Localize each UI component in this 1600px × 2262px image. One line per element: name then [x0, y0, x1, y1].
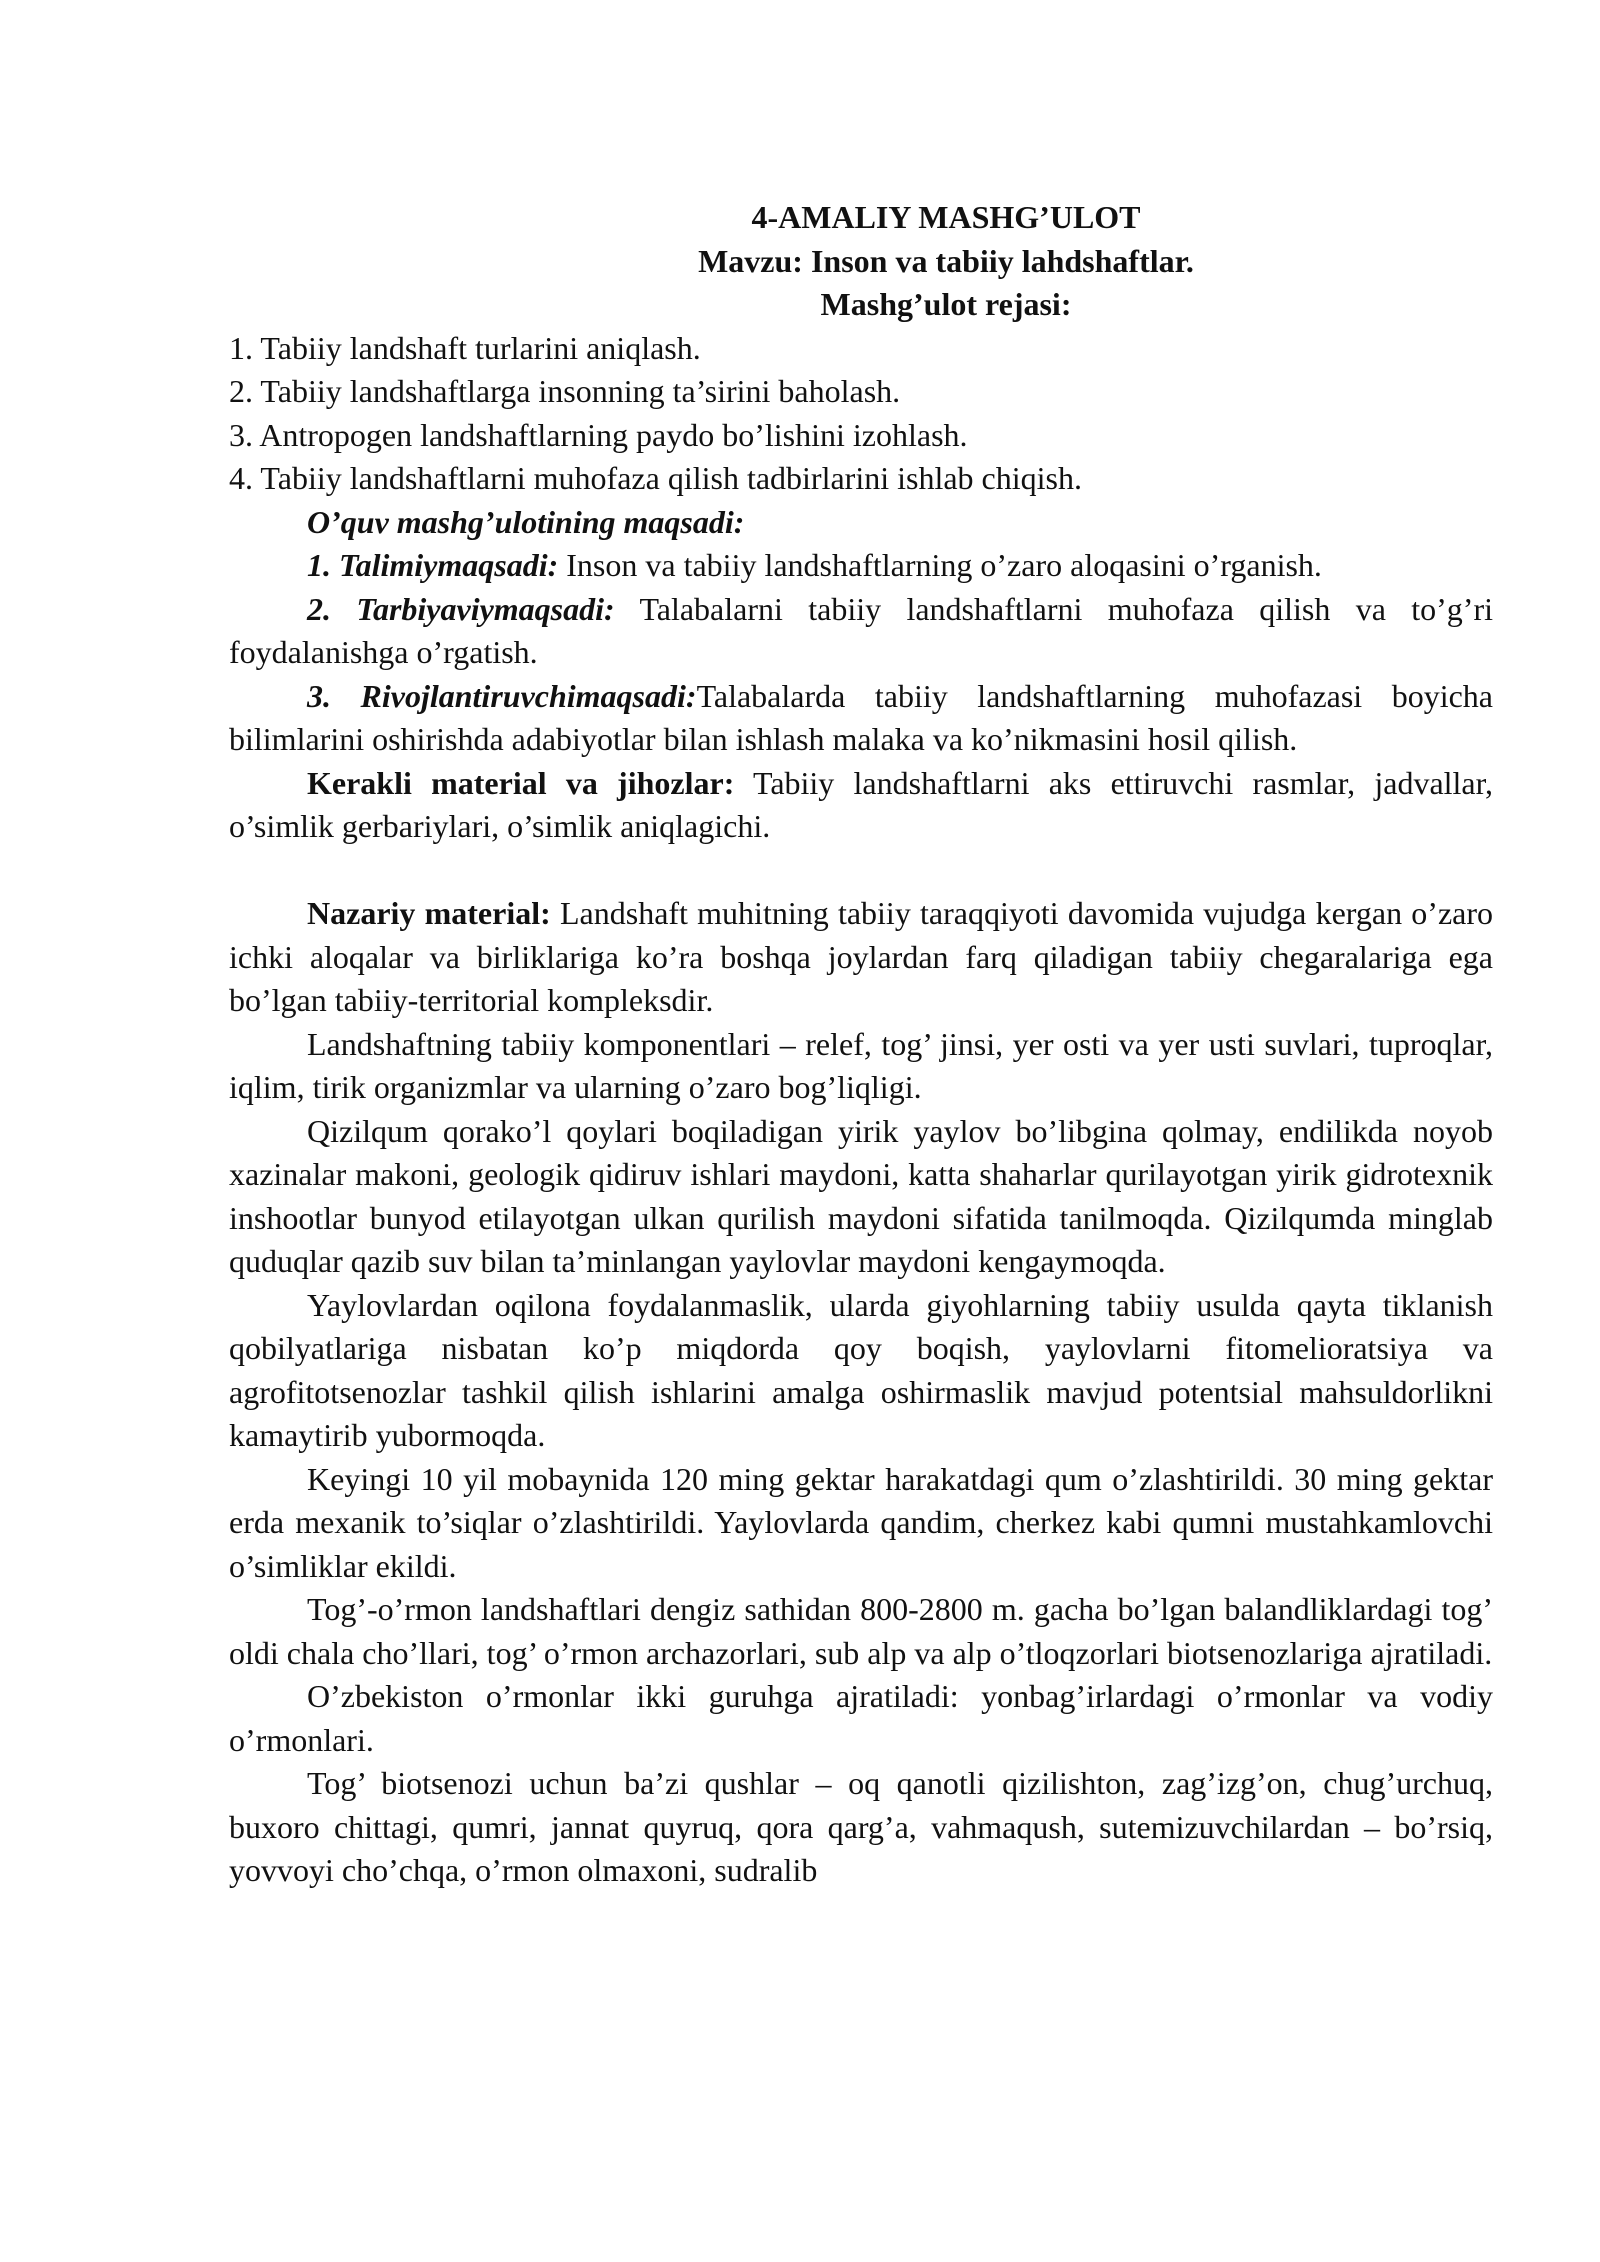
goal-label: 3. Rivojlantiruvchimaqsadi: [307, 677, 697, 714]
blank-line [229, 849, 1493, 893]
materials-paragraph [229, 762, 1493, 849]
plan-item: 2. Tabiiy landshaftlarga insonning ta’sirini baholash. [229, 373, 901, 409]
document-page [229, 196, 1493, 1893]
body-paragraph: Qizilqum qorako’l qoylari boqiladigan yirik yaylov bo’libgina qolmay, endilikda noyob xazinalar makoni, geologik qidiruv ishlari maydoni, katta shaharlar qurilayotgan yirik gidrotexnik inshootlar bunyod etilayotgan ulkan qurilish maydoni sifatida tanilmoqda. Qizilqumda minglab quduqlar qazib suv bilan ta’minlangan yaylovlar maydoni kengaymoqda. [229, 1112, 1493, 1279]
theory-text: Landshaft muhitning tabiiy taraqqiyoti davomida vujudga kergan o’zaro ichki aloqalar va birliklariga ko’ra boshqa joylardan farq qiladigan tabiiy chegaralariga ega bo’lgan tabiiy-territorial kompleksdir. [229, 895, 1494, 1018]
plan-item: 4. Tabiiy landshaftlarni muhofaza qilish tadbirlarini ishlab chiqish. [229, 460, 1082, 496]
body-paragraph: Keyingi 10 yil mobaynida 120 ming gektar harakatdagi qum o’zlashtirildi. 30 ming gektar erda mexanik to’siqlar o’zlashtirildi. Yaylovlarda qandim, cherkez kabi qumni mustahkamlovchi o’simliklar ekildi. [229, 1460, 1493, 1584]
goal-paragraph [229, 544, 1493, 588]
materials-label: Kerakli material va jihozlar: [307, 764, 735, 801]
plan-list [229, 327, 1493, 501]
topic-heading: Mavzu: Inson va tabiiy lahdshaftlar. [698, 242, 1194, 279]
goal-text: Inson va tabiiy landshaftlarning o’zaro aloqasini o’rganish. [558, 547, 1322, 583]
plan-item: 1. Tabiiy landshaft turlarini aniqlash. [229, 329, 701, 366]
materials-text: Tabiiy landshaftlarni aks ettiruvchi rasmlar, jadvallar, o’simlik gerbariylari, o’simlik aniqlagichi. [229, 764, 1493, 844]
goals-heading-line [229, 501, 1493, 545]
body-paragraph: Tog’-o’rmon landshaftlari dengiz sathidan 800-2800 m. gacha bo’lgan balandliklardagi tog’ oldi chala cho’llari, tog’ o’rmon archazorlari, sub alp va alp o’tloqzorlari biotsenozlariga ajratiladi. [229, 1591, 1493, 1671]
body-paragraph: Yaylovlardan oqilona foydalanmaslik, ularda giyohlarning tabiiy usulda qayta tiklanish qobilyatlariga nisbatan ko’p miqdorda qoy boqish, yaylovlarni fitomelioratsiya va agrofitotsenozlar tashkil qilish ishlarini amalga oshirmaslik mavjud potentsial mahsuldorlikni kamaytirib yubormoqda. [229, 1286, 1493, 1453]
goal-label: 2. Tarbiyaviymaqsadi: [307, 590, 615, 627]
body-paragraph: Landshaftning tabiiy komponentlari – relef, tog’ jinsi, yer osti va yer usti suvlari, tuproqlar, iqlim, tirik organizmlar va ularning o’zaro bog’liqligi. [229, 1025, 1493, 1105]
body-paragraph: Tog’ biotsenozi uchun ba’zi qushlar – oq qanotli qizilishton, zag’izg’on, chug’urchuq, buxoro chittagi, qumri, jannat quyruq, qora qarg’a, vahmaqush, sutemizuvchilardan – bo’rsiq, yovvoyi cho’chqa, o’rmon olmaxoni, sudralib [229, 1765, 1493, 1888]
goal-label: 1. Talimiymaqsadi: [307, 547, 559, 583]
goal-text: Talabalarda tabiiy landshaftlarning muhofazasi boyicha bilimlarini oshirishda adabiyotlar bilan ishlash malaka va ko’nikmasini hosil qilish. [229, 677, 1494, 757]
theory-paragraph [229, 892, 1493, 1023]
goals-heading: O’quv mashg’ulotining maqsadi: [307, 503, 745, 540]
goal-paragraph [229, 675, 1493, 762]
body-paragraph: O’zbekiston o’rmonlar ikki guruhga ajratiladi: yonbag’irlardagi o’rmonlar va vodiy o’rmonlari. [229, 1678, 1493, 1758]
goal-text: Talabalarni tabiiy landshaftlarni muhofaza qilish va to’g’ri foydalanishga o’rgatish. [229, 590, 1494, 670]
document-title: 4-AMALIY MASHG’ULOT [751, 199, 1141, 235]
plan-heading: Mashg’ulot rejasi: [820, 286, 1072, 322]
theory-label: Nazariy material: [307, 895, 551, 931]
plan-item: 3. Antropogen landshaftlarning paydo bo’lishini izohlash. [229, 416, 968, 453]
goal-paragraph [229, 588, 1493, 675]
